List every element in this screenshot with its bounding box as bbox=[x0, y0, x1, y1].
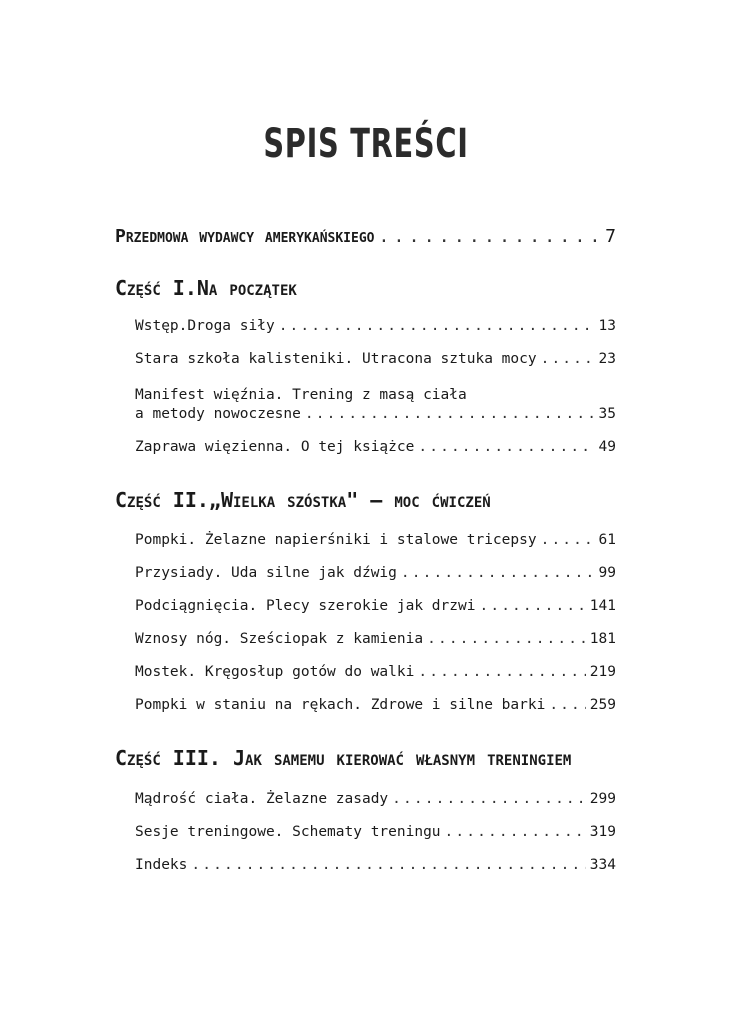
toc-entry-text: Indeks bbox=[135, 857, 188, 873]
toc-page-number: 49 bbox=[598, 439, 616, 455]
toc-entry[interactable] bbox=[135, 791, 616, 807]
toc-entry[interactable] bbox=[135, 697, 616, 713]
part-1-heading: Część I.Na początek bbox=[115, 276, 297, 300]
dot-leader bbox=[305, 406, 595, 422]
dot-leader bbox=[401, 565, 595, 581]
toc-entry-line2 bbox=[135, 406, 616, 422]
toc-entry-text: Wstęp.Droga siły bbox=[135, 318, 275, 334]
toc-entry-text: a metody nowoczesne bbox=[135, 406, 301, 422]
toc-entry[interactable] bbox=[135, 532, 616, 548]
toc-entry-text: Pompki w staniu na rękach. Zdrowe i silne barki bbox=[135, 697, 546, 713]
toc-entry-text: Wznosy nóg. Sześciopak z kamienia bbox=[135, 631, 424, 647]
toc-page-number: 99 bbox=[598, 565, 616, 581]
dot-leader bbox=[418, 439, 594, 455]
toc-entry-text: Zaprawa więzienna. O tej książce bbox=[135, 439, 415, 455]
toc-entry-text: Sesje treningowe. Schematy treningu bbox=[135, 824, 441, 840]
toc-entry-preface[interactable] bbox=[115, 226, 616, 247]
toc-entry[interactable] bbox=[135, 857, 616, 873]
toc-entry-text: Mądrość ciała. Żelazne zasady bbox=[135, 791, 389, 807]
page-title: SPIS TREŚCI bbox=[263, 121, 469, 167]
dot-leader bbox=[549, 697, 585, 713]
dot-leader bbox=[427, 631, 586, 647]
toc-page-number: 7 bbox=[605, 226, 616, 247]
toc-entry-text-line1: Manifest więźnia. Trening z masą ciała bbox=[135, 387, 467, 403]
toc-page-number: 219 bbox=[589, 664, 616, 680]
toc-page-number: 35 bbox=[598, 406, 616, 422]
toc-entry[interactable] bbox=[135, 664, 616, 680]
dot-leader bbox=[479, 598, 585, 614]
toc-entry[interactable] bbox=[135, 824, 616, 840]
toc-page-number: 299 bbox=[589, 791, 616, 807]
dot-leader bbox=[392, 791, 586, 807]
dot-leader bbox=[279, 318, 595, 334]
part-2-heading: Część II.„Wielka szóstka" – moc ćwiczeń bbox=[115, 488, 491, 512]
dot-leader bbox=[445, 824, 586, 840]
toc-entry-text: Przedmowa wydawcy amerykańskiego bbox=[115, 226, 375, 247]
toc-page-number: 61 bbox=[598, 532, 616, 548]
toc-page-number: 259 bbox=[589, 697, 616, 713]
toc-entry[interactable] bbox=[135, 351, 616, 367]
toc-entry[interactable] bbox=[135, 318, 616, 334]
toc-page-number: 334 bbox=[589, 857, 616, 873]
toc-page-number: 23 bbox=[598, 351, 616, 367]
dot-leader bbox=[418, 664, 585, 680]
toc-entry[interactable] bbox=[135, 598, 616, 614]
toc-entry-text: Podciągnięcia. Plecy szerokie jak drzwi bbox=[135, 598, 476, 614]
dot-leader bbox=[541, 532, 595, 548]
toc-entry-text: Przysiady. Uda silne jak dźwig bbox=[135, 565, 397, 581]
part-3-heading: Część III. Jak samemu kierować własnym treningiem bbox=[115, 746, 572, 770]
toc-entry[interactable] bbox=[135, 631, 616, 647]
toc-entry[interactable] bbox=[135, 565, 616, 581]
toc-page-number: 181 bbox=[589, 631, 616, 647]
toc-page-number: 319 bbox=[589, 824, 616, 840]
dot-leader bbox=[541, 351, 595, 367]
toc-page-number: 13 bbox=[598, 318, 616, 334]
toc-entry-text: Pompki. Żelazne napierśniki i stalowe tricepsy bbox=[135, 532, 537, 548]
toc-entry[interactable] bbox=[135, 439, 616, 455]
toc-entry-text: Stara szkoła kalisteniki. Utracona sztuka mocy bbox=[135, 351, 537, 367]
toc-entry-text: Mostek. Kręgosłup gotów do walki bbox=[135, 664, 415, 680]
toc-page-number: 141 bbox=[589, 598, 616, 614]
toc-entry-two-line[interactable] bbox=[135, 384, 616, 422]
dot-leader bbox=[378, 226, 601, 247]
dot-leader bbox=[191, 857, 585, 873]
